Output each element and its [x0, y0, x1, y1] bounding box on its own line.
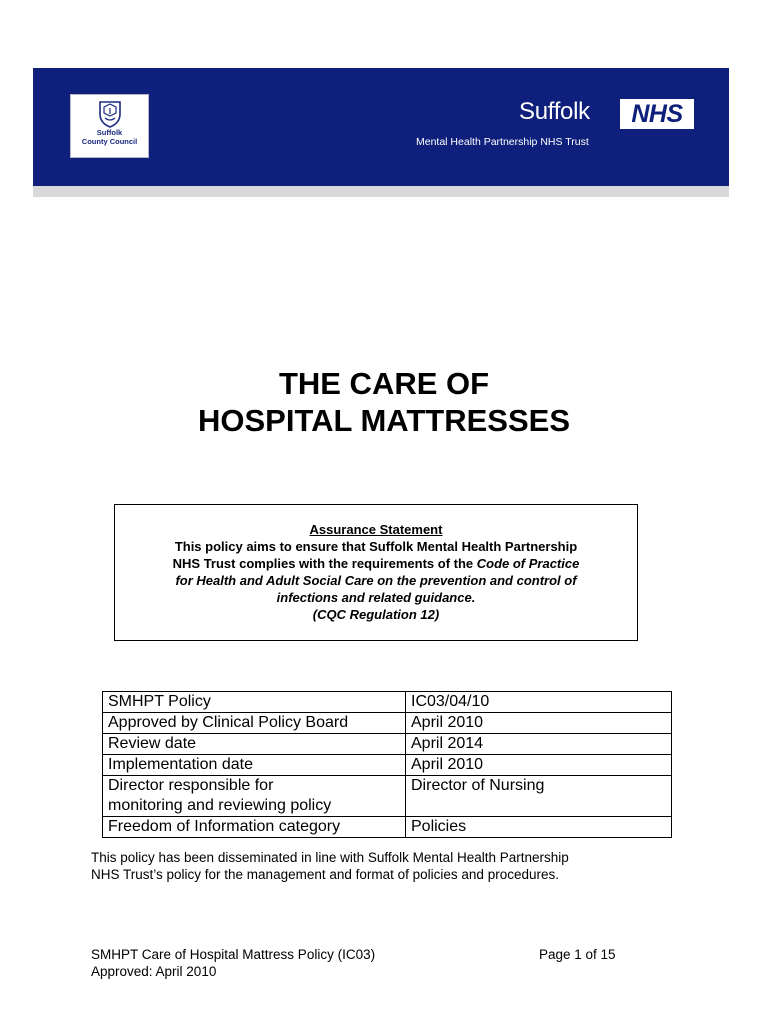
implementation-date-key: Implementation date [103, 755, 406, 776]
table-row [103, 755, 672, 776]
foi-category-key: Freedom of Information category [103, 817, 406, 838]
director-key: Director responsible for monitoring and reviewing policy [103, 776, 406, 817]
footer-approved: Approved: April 2010 [91, 964, 217, 979]
dissemination-line: This policy has been disseminated in line with Suffolk Mental Health Partnership [91, 850, 569, 865]
assurance-heading: Assurance Statement [309, 522, 443, 537]
table-row [103, 776, 672, 817]
suffolk-county-council-logo [70, 94, 149, 158]
policy-key: SMHPT Policy [103, 692, 406, 713]
footer-doc-title: SMHPT Care of Hospital Mattress Policy (IC03) [91, 947, 376, 962]
page-footer [91, 946, 651, 980]
assurance-line [115, 555, 637, 572]
assurance-line: infections and related guidance. [276, 590, 476, 605]
foi-category-value: Policies [406, 817, 672, 838]
director-value: Director of Nursing [406, 776, 672, 817]
council-crest-icon [96, 100, 124, 128]
implementation-date-value: April 2010 [406, 755, 672, 776]
document-title-line-2: HOSPITAL MATTRESSES [197, 403, 571, 438]
assurance-regulation: (CQC Regulation 12) [312, 607, 440, 622]
table-row [103, 713, 672, 734]
table-row [103, 817, 672, 838]
dissemination-note [91, 849, 671, 883]
table-row [103, 734, 672, 755]
policy-details-table [102, 691, 672, 838]
dissemination-line: NHS Trust’s policy for the management and format of policies and procedures. [91, 867, 559, 882]
trust-name: Mental Health Partnership NHS Trust [416, 136, 589, 148]
header-strip [33, 186, 729, 197]
approved-by-key: Approved by Clinical Policy Board [103, 713, 406, 734]
assurance-line-text: NHS Trust complies with the requirements of the [172, 556, 477, 571]
nhs-logo-text: NHS [631, 100, 683, 128]
document-title-line-1: THE CARE OF [278, 366, 490, 401]
assurance-line: This policy aims to ensure that Suffolk Mental Health Partnership [174, 539, 578, 554]
assurance-statement-box [114, 504, 638, 641]
footer-page-number: Page 1 of 15 [539, 947, 616, 962]
review-date-key: Review date [103, 734, 406, 755]
council-logo-text: Suffolk County Council [81, 128, 138, 146]
org-name: Suffolk [519, 98, 590, 125]
table-row [103, 692, 672, 713]
assurance-code-of-practice: Code of Practice [476, 556, 580, 571]
review-date-value: April 2014 [406, 734, 672, 755]
approved-by-value: April 2010 [406, 713, 672, 734]
nhs-logo [620, 99, 694, 129]
assurance-line: for Health and Adult Social Care on the prevention and control of [175, 573, 577, 588]
policy-value: IC03/04/10 [406, 692, 672, 713]
